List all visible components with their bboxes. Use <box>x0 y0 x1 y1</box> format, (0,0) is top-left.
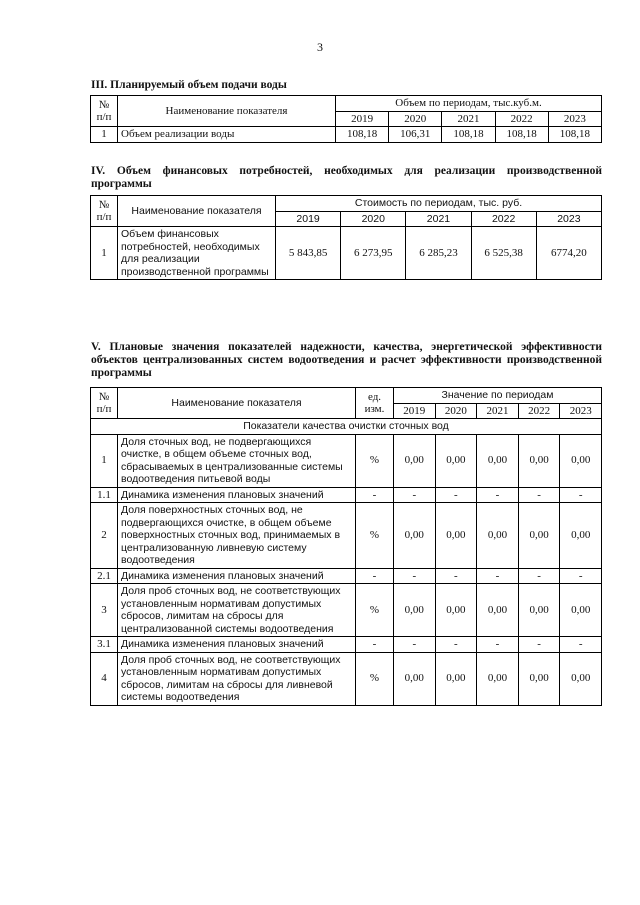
value-cell: - <box>435 568 477 584</box>
year-header-2020: 2020 <box>435 403 477 419</box>
indicator-name: Динамика изменения плановых значений <box>118 487 356 503</box>
section5-title: V. Плановые значения показателей надежности, качества, энергетической эффективности объектов централизованных систем водоотведения и расчет эффективности производственной программы <box>91 341 602 379</box>
row-number: 1 <box>91 127 118 143</box>
value-cell: - <box>560 637 602 653</box>
value-cell: - <box>435 637 477 653</box>
row-number: 2.1 <box>91 568 118 584</box>
unit-cell: % <box>356 434 394 487</box>
unit-cell: - <box>356 637 394 653</box>
unit-cell: % <box>356 584 394 637</box>
section3-title: III. Планируемый объем подачи воды <box>91 79 287 91</box>
indicator-name: Доля проб сточных вод, не соответствующих установленным нормативам допустимых сбросов, лимитам на сбросы для централизованной системы водоотведения <box>118 584 356 637</box>
value-cell: 108,18 <box>548 127 601 143</box>
table-row <box>91 503 602 569</box>
value-cell: 0,00 <box>560 652 602 705</box>
table-row <box>91 637 602 653</box>
value-cell: - <box>477 568 519 584</box>
col-periods-header: Стоимость по периодам, тыс. руб. <box>276 196 602 212</box>
table-row <box>91 652 602 705</box>
value-cell: 0,00 <box>435 584 477 637</box>
table-row <box>91 227 602 280</box>
value-cell: 0,00 <box>560 503 602 569</box>
value-cell: - <box>518 568 560 584</box>
unit-cell: - <box>356 487 394 503</box>
table-row <box>91 434 602 487</box>
year-header-2019: 2019 <box>336 111 389 127</box>
value-cell: 0,00 <box>560 584 602 637</box>
value-cell: 0,00 <box>394 652 436 705</box>
value-cell: 0,00 <box>518 434 560 487</box>
value-cell: 0,00 <box>477 503 519 569</box>
water-supply-table <box>90 95 602 143</box>
value-cell: 108,18 <box>495 127 548 143</box>
year-header-2022: 2022 <box>495 111 548 127</box>
year-header-2023: 2023 <box>560 403 602 419</box>
year-header-2019: 2019 <box>276 211 341 227</box>
col-periods-header: Объем по периодам, тыс.куб.м. <box>336 96 602 112</box>
col-name-header: Наименование показателя <box>118 96 336 127</box>
table-row <box>91 487 602 503</box>
value-cell: - <box>518 487 560 503</box>
value-cell: - <box>477 637 519 653</box>
value-cell: - <box>560 568 602 584</box>
value-cell: - <box>560 487 602 503</box>
value-cell: 0,00 <box>518 584 560 637</box>
row-number: 1 <box>91 434 118 487</box>
year-header-2022: 2022 <box>518 403 560 419</box>
value-cell: - <box>394 568 436 584</box>
value-cell: - <box>394 487 436 503</box>
section4-title: IV. Объем финансовых потребностей, необходимых для реализации производственной программы <box>91 165 602 190</box>
group-title: Показатели качества очистки сточных вод <box>91 419 602 435</box>
col-no-header: № п/п <box>91 388 118 419</box>
value-cell: 0,00 <box>394 503 436 569</box>
row-number: 4 <box>91 652 118 705</box>
value-cell: 6 273,95 <box>341 227 406 280</box>
value-cell: 0,00 <box>394 584 436 637</box>
value-cell: 0,00 <box>560 434 602 487</box>
table-header-row <box>91 388 602 404</box>
value-cell: 0,00 <box>477 652 519 705</box>
value-cell: 0,00 <box>477 584 519 637</box>
table-header-row <box>91 96 602 112</box>
col-name-header: Наименование показателя <box>118 196 276 227</box>
value-cell: 5 843,85 <box>276 227 341 280</box>
value-cell: 106,31 <box>389 127 442 143</box>
indicator-name: Доля поверхностных сточных вод, не подвергающихся очистке, в общем объеме поверхностных сточных вод, принимаемых в централизованную ливневую систему водоотведения <box>118 503 356 569</box>
year-header-2022: 2022 <box>471 211 536 227</box>
value-cell: 6 285,23 <box>406 227 471 280</box>
value-cell: - <box>435 487 477 503</box>
col-periods-header: Значение по периодам <box>394 388 602 404</box>
value-cell: 6774,20 <box>536 227 601 280</box>
row-number: 1 <box>91 227 118 280</box>
unit-cell: - <box>356 568 394 584</box>
indicator-name: Динамика изменения плановых значений <box>118 637 356 653</box>
value-cell: 0,00 <box>394 434 436 487</box>
year-header-2021: 2021 <box>477 403 519 419</box>
value-cell: 0,00 <box>435 503 477 569</box>
year-header-2023: 2023 <box>536 211 601 227</box>
value-cell: 0,00 <box>518 652 560 705</box>
table-row <box>91 127 602 143</box>
indicator-name: Доля сточных вод, не подвергающихся очистке, в общем объеме сточных вод, сбрасываемых в централизованные системы водоотведения питьевой воды <box>118 434 356 487</box>
value-cell: 0,00 <box>518 503 560 569</box>
group-row <box>91 419 602 435</box>
unit-cell: % <box>356 503 394 569</box>
table-header-row <box>91 196 602 212</box>
value-cell: 108,18 <box>336 127 389 143</box>
year-header-2020: 2020 <box>341 211 406 227</box>
value-cell: 0,00 <box>477 434 519 487</box>
value-cell: 6 525,38 <box>471 227 536 280</box>
value-cell: 0,00 <box>435 652 477 705</box>
indicator-name: Объем реализации воды <box>118 127 336 143</box>
indicator-name: Доля проб сточных вод, не соответствующих установленным нормативам допустимых сбросов, лимитам на сбросы для ливневой системы водоотведения <box>118 652 356 705</box>
value-cell: - <box>477 487 519 503</box>
row-number: 3 <box>91 584 118 637</box>
indicator-name: Динамика изменения плановых значений <box>118 568 356 584</box>
quality-indicators-table <box>90 387 602 706</box>
value-cell: - <box>518 637 560 653</box>
indicator-name: Объем финансовых потребностей, необходимых для реализации производственной программы <box>118 227 276 280</box>
row-number: 1.1 <box>91 487 118 503</box>
col-no-header: № п/п <box>91 196 118 227</box>
year-header-2023: 2023 <box>548 111 601 127</box>
value-cell: - <box>394 637 436 653</box>
table-row <box>91 568 602 584</box>
col-unit-header: ед. изм. <box>356 388 394 419</box>
value-cell: 0,00 <box>435 434 477 487</box>
col-name-header: Наименование показателя <box>118 388 356 419</box>
year-header-2020: 2020 <box>389 111 442 127</box>
unit-cell: % <box>356 652 394 705</box>
row-number: 3.1 <box>91 637 118 653</box>
year-header-2019: 2019 <box>394 403 436 419</box>
financial-needs-table <box>90 195 602 280</box>
year-header-2021: 2021 <box>442 111 495 127</box>
table-row <box>91 584 602 637</box>
row-number: 2 <box>91 503 118 569</box>
col-no-header: № п/п <box>91 96 118 127</box>
year-header-2021: 2021 <box>406 211 471 227</box>
value-cell: 108,18 <box>442 127 495 143</box>
page-number: 3 <box>317 40 323 54</box>
